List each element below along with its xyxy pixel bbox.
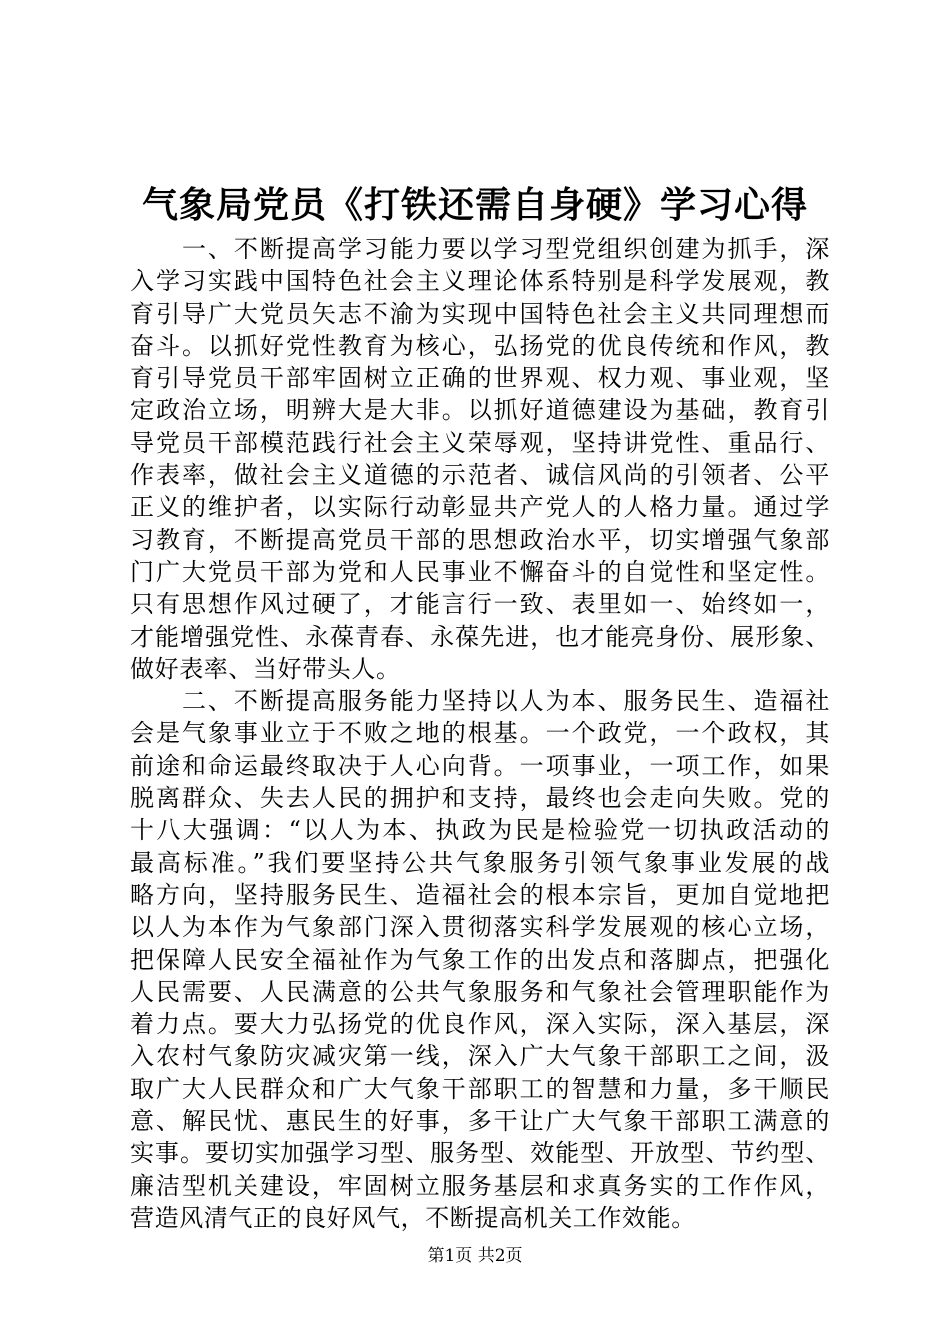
- body-line: 二、不断提高服务能力坚持以人为本、服务民生、造福社: [130, 687, 830, 716]
- page-footer: 第1页 共2页: [427, 1246, 523, 1266]
- body-line: 以人为本作为气象部门深入贯彻落实科学发展观的核心立场，: [130, 913, 830, 942]
- body-line: 育引导广大党员矢志不渝为实现中国特色社会主义共同理想而: [130, 299, 830, 328]
- document-title: 气象局党员《打铁还需自身硬》学习心得: [141, 184, 808, 226]
- body-line: 作表率，做社会主义道德的示范者、诚信风尚的引领者、公平: [130, 461, 830, 490]
- body-line: 取广大人民群众和广大气象干部职工的智慧和力量，多干顺民: [130, 1074, 830, 1103]
- body-line: 营造风清气正的良好风气，不断提高机关工作效能。: [130, 1203, 696, 1232]
- body-line: 入学习实践中国特色社会主义理论体系特别是科学发展观，教: [130, 267, 830, 296]
- body-line: 习教育，不断提高党员干部的思想政治水平，切实增强气象部: [130, 525, 830, 554]
- body-line: 实事。要切实加强学习型、服务型、效能型、开放型、节约型、: [130, 1139, 830, 1168]
- body-line: 才能增强党性、永葆青春、永葆先进，也才能亮身份、展形象、: [130, 622, 830, 651]
- body-line: 会是气象事业立于不败之地的根基。一个政党，一个政权，其: [130, 719, 830, 748]
- body-line: 入农村气象防灾减灾第一线，深入广大气象干部职工之间，汲: [130, 1042, 830, 1071]
- body-line: 做好表率、当好带头人。: [130, 654, 401, 683]
- body-line: 一、不断提高学习能力要以学习型党组织创建为抓手，深: [130, 235, 830, 263]
- body-line: 前途和命运最终取决于人心向背。一项事业，一项工作，如果: [130, 751, 830, 780]
- body-line: 人民需要、人民满意的公共气象服务和气象社会管理职能作为: [130, 977, 830, 1006]
- body-line: 最高标准。”我们要坚持公共气象服务引领气象事业发展的战: [130, 848, 830, 877]
- body-line: 脱离群众、失去人民的拥护和支持，最终也会走向失败。党的: [130, 784, 830, 813]
- body-line: 正义的维护者，以实际行动彰显共产党人的人格力量。通过学: [130, 493, 830, 522]
- body-line: 略方向，坚持服务民生、造福社会的根本宗旨，更加自觉地把: [130, 880, 830, 909]
- body-line: 廉洁型机关建设，牢固树立服务基层和求真务实的工作作风，: [130, 1171, 830, 1200]
- body-line: 门广大党员干部为党和人民事业不懈奋斗的自觉性和坚定性。: [130, 557, 830, 586]
- body-line: 只有思想作风过硬了，才能言行一致、表里如一、始终如一，: [130, 590, 830, 619]
- body-line: 着力点。要大力弘扬党的优良作风，深入实际，深入基层，深: [130, 1010, 830, 1039]
- body-line: 导党员干部模范践行社会主义荣辱观，坚持讲党性、重品行、: [130, 428, 830, 457]
- body-line: 把保障人民安全福祉作为气象工作的出发点和落脚点，把强化: [130, 945, 830, 974]
- body-line: 十八大强调：“以人为本、执政为民是检验党一切执政活动的: [130, 816, 830, 845]
- body-line: 奋斗。以抓好党性教育为核心，弘扬党的优良传统和作风，教: [130, 331, 830, 360]
- document-body: [130, 233, 830, 1234]
- body-line: 定政治立场，明辨大是大非。以抓好道德建设为基础，教育引: [130, 396, 830, 425]
- body-line: 意、解民忧、惠民生的好事，多干让广大气象干部职工满意的: [130, 1107, 830, 1136]
- body-line: 育引导党员干部牢固树立正确的世界观、权力观、事业观，坚: [130, 364, 830, 393]
